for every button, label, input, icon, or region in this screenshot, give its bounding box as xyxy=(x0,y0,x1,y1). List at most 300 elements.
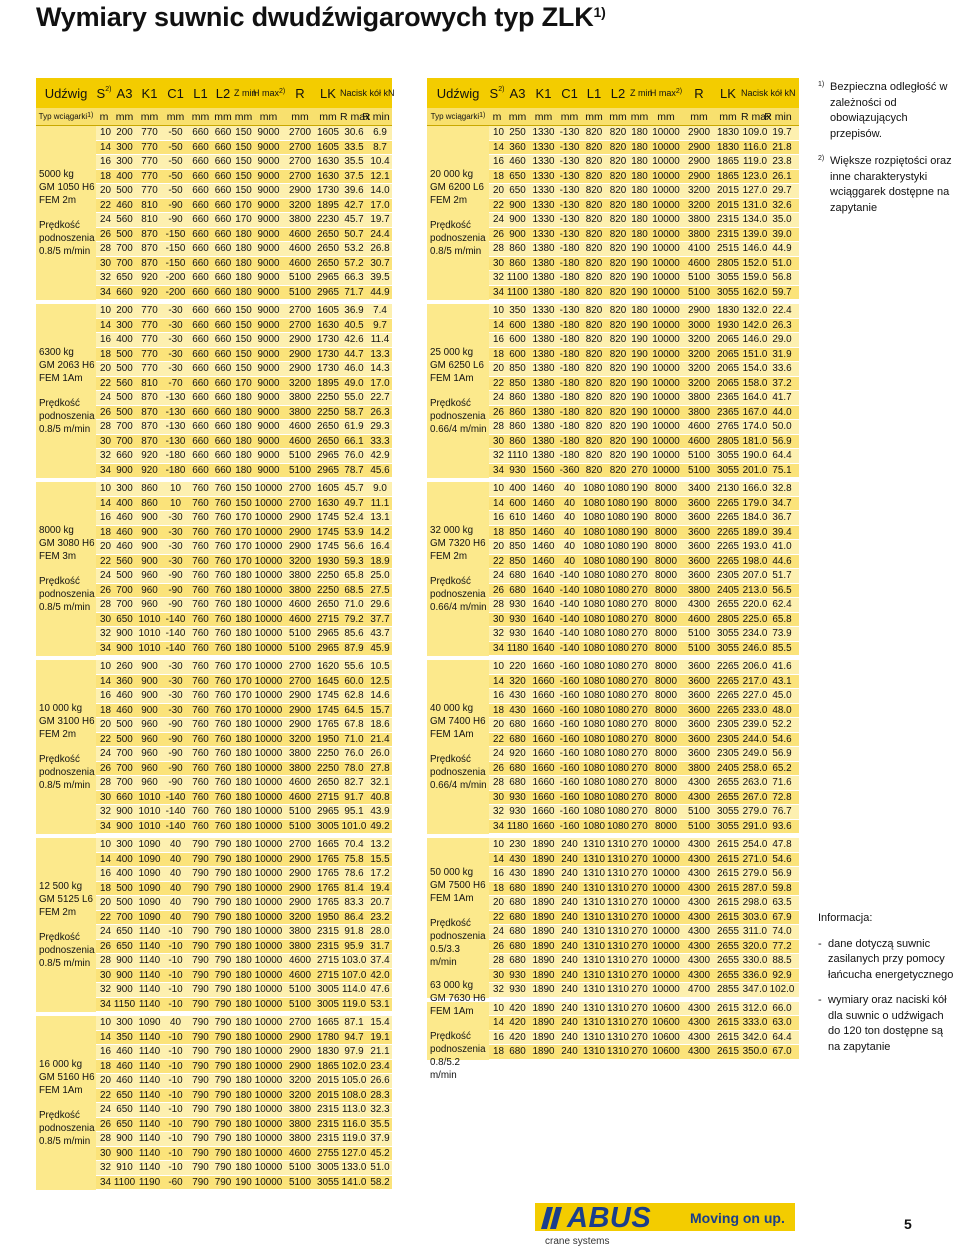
table-cell: 400 xyxy=(116,853,133,865)
table-cell: 2130 xyxy=(717,483,739,495)
table-row xyxy=(489,482,799,497)
table-cell: 2515 xyxy=(717,243,739,255)
table-cell: 10 xyxy=(170,497,181,509)
group-label xyxy=(36,482,96,656)
fem-class: FEM 3m xyxy=(39,551,77,562)
table-cell: 220 xyxy=(509,661,526,673)
table-cell: 14.3 xyxy=(370,363,390,375)
table-cell: 650 xyxy=(116,1089,133,1101)
table-cell: 152.0 xyxy=(742,257,768,269)
table-cell: 1330 xyxy=(532,156,555,168)
column-header xyxy=(683,86,715,101)
table-cell: 26 xyxy=(100,1118,111,1130)
table-cell: 8000 xyxy=(655,512,677,524)
table-cell: 1660 xyxy=(532,762,555,774)
table-cell: 10000 xyxy=(652,911,680,923)
table-cell: 40 xyxy=(170,868,181,880)
table-cell: -130 xyxy=(559,141,580,153)
table-cell: 51.0 xyxy=(370,1162,390,1174)
table-cell: 26.8 xyxy=(370,243,390,255)
table-cell: -160 xyxy=(559,820,580,832)
column-header-label: S xyxy=(96,85,106,101)
table-cell: 66.3 xyxy=(344,272,364,284)
table-cell: 2015 xyxy=(717,185,739,197)
table-cell: -160 xyxy=(559,791,580,803)
table-cell: 1460 xyxy=(532,555,555,567)
table-cell: 2700 xyxy=(289,305,311,317)
table-cell: -140 xyxy=(559,642,580,654)
table-cell: 40 xyxy=(170,882,181,894)
table-row xyxy=(489,271,799,286)
table-cell: 900 xyxy=(141,675,158,687)
table-row xyxy=(96,540,392,555)
table-cell: 650 xyxy=(116,940,133,952)
table-cell: 291.0 xyxy=(742,820,768,832)
table-cell: 22.4 xyxy=(772,305,792,317)
table-cell: 4600 xyxy=(289,257,311,269)
table-cell: 10000 xyxy=(254,1147,283,1159)
table-cell: 650 xyxy=(116,272,133,284)
table-cell: 660 xyxy=(214,272,232,284)
table-cell: 820 xyxy=(609,319,627,331)
table-cell: 10000 xyxy=(254,555,283,567)
table-cell: 2655 xyxy=(717,926,739,938)
table-cell: 1865 xyxy=(717,156,739,168)
table-cell: 820 xyxy=(609,406,627,418)
table-row xyxy=(96,675,392,690)
table-cell: 14 xyxy=(493,675,504,687)
hoist-type: GM 6200 L6 xyxy=(430,182,484,193)
table-cell: 920 xyxy=(141,286,158,298)
table-cell: -90 xyxy=(168,762,183,774)
info-item-1: - dane dotyczą suwnic zasilanych przy pomocy łańcucha energetycznego xyxy=(818,937,954,981)
unit-label xyxy=(649,111,683,123)
table-cell: 460 xyxy=(116,1046,133,1058)
table-cell: 760 xyxy=(214,512,232,524)
table-cell: 40.8 xyxy=(370,791,390,803)
speed-label: Prędkość podnoszenia xyxy=(39,932,95,956)
table-cell: 10600 xyxy=(652,1017,680,1029)
table-cell: 3055 xyxy=(717,450,739,462)
table-cell: 2965 xyxy=(317,450,339,462)
group-label xyxy=(36,304,96,478)
table-cell: 1950 xyxy=(317,911,339,923)
table-row xyxy=(96,155,392,170)
table-cell: 820 xyxy=(609,377,627,389)
table-cell: 1140 xyxy=(138,1060,161,1072)
table-cell: 910 xyxy=(116,1162,133,1174)
footnote-2: 2) Większe rozpiętości oraz inne charakterystyki wciąggarek dostępne na zapytanie xyxy=(818,155,952,214)
table-cell: 8000 xyxy=(655,497,677,509)
table-cell: 5100 xyxy=(289,286,311,298)
table-cell: 40 xyxy=(564,512,575,524)
table-cell: 207.0 xyxy=(742,570,768,582)
table-cell: 9000 xyxy=(257,421,280,433)
table-cell: 28 xyxy=(100,1133,111,1145)
info-heading: Informacja: xyxy=(818,912,873,924)
table-cell: 10000 xyxy=(254,690,283,702)
table-cell: 820 xyxy=(609,272,627,284)
table-cell: 20 xyxy=(493,363,504,375)
table-cell: 10000 xyxy=(254,777,283,789)
table-cell: 164.0 xyxy=(742,392,768,404)
table-cell: 1630 xyxy=(317,319,339,331)
table-row xyxy=(96,126,392,141)
table-cell: 4300 xyxy=(688,911,710,923)
table-row xyxy=(489,406,799,421)
table-cell: 790 xyxy=(214,853,232,865)
table-cell: -10 xyxy=(168,926,183,938)
table-row xyxy=(489,304,799,319)
table-cell: 960 xyxy=(141,748,158,760)
table-cell: 1330 xyxy=(532,141,555,153)
table-cell: 2315 xyxy=(317,1133,339,1145)
table-cell: 40 xyxy=(170,853,181,865)
table-cell: 660 xyxy=(214,156,232,168)
table-cell: 770 xyxy=(141,363,158,375)
table-cell: 190 xyxy=(631,406,648,418)
table-cell: 10000 xyxy=(254,762,283,774)
unit-label-text: mm xyxy=(508,110,527,123)
table-cell: 36.7 xyxy=(772,512,792,524)
table-cell: 37.5 xyxy=(344,170,364,182)
table-cell: 1745 xyxy=(317,526,339,538)
table-cell: 103.0 xyxy=(341,955,367,967)
table-cell: 40 xyxy=(170,911,181,923)
table-cell: 240 xyxy=(561,897,578,909)
table-cell: 26 xyxy=(100,406,111,418)
table-cell: 820 xyxy=(609,243,627,255)
unit-label xyxy=(741,110,772,123)
table-cell: 20 xyxy=(493,185,504,197)
table-cell: 170 xyxy=(235,377,252,389)
table-cell: 180 xyxy=(235,926,252,938)
table-cell: -160 xyxy=(559,661,580,673)
table-cell: 1380 xyxy=(532,243,555,255)
table-cell: 101.0 xyxy=(341,820,367,832)
table-cell: 930 xyxy=(509,984,526,996)
table-cell: 790 xyxy=(214,1162,232,1174)
table-cell: 660 xyxy=(192,450,209,462)
table-cell: 760 xyxy=(192,512,209,524)
table-cell: 180 xyxy=(235,733,252,745)
table-cell: -30 xyxy=(168,334,183,346)
table-cell: 19.1 xyxy=(370,1031,390,1043)
table-cell: 10000 xyxy=(254,806,283,818)
table-cell: 900 xyxy=(509,228,526,240)
table-cell: 1460 xyxy=(532,483,555,495)
table-cell: 32 xyxy=(100,628,111,640)
table-cell: 190 xyxy=(631,512,648,524)
table-cell: 9000 xyxy=(257,464,280,476)
hoist-type: GM 7500 H6 xyxy=(430,880,486,892)
group-label xyxy=(427,980,489,1081)
table-cell: 900 xyxy=(116,464,133,476)
table-cell: 10000 xyxy=(254,483,283,495)
column-header xyxy=(212,86,234,101)
table-row xyxy=(96,420,392,435)
table-cell: 71.6 xyxy=(772,777,792,789)
fem-class: FEM 2m xyxy=(430,195,468,206)
table-cell: 18 xyxy=(100,348,111,360)
table-cell: 10 xyxy=(493,661,504,673)
table-cell: 8000 xyxy=(655,748,677,760)
table-cell: -50 xyxy=(168,156,183,168)
table-cell: 2230 xyxy=(317,214,339,226)
table-cell: 400 xyxy=(509,483,526,495)
table-cell: 360 xyxy=(509,141,526,153)
table-cell: 19.7 xyxy=(370,214,390,226)
table-cell: 2900 xyxy=(688,305,710,317)
table-cell: 870 xyxy=(141,406,158,418)
table-cell: 870 xyxy=(141,421,158,433)
table-cell: 770 xyxy=(141,127,158,139)
table-cell: 32 xyxy=(100,984,111,996)
table-cell: 1080 xyxy=(583,661,605,673)
table-cell: 960 xyxy=(141,570,158,582)
table-cell: 660 xyxy=(214,170,232,182)
table-cell: 2655 xyxy=(717,969,739,981)
table-cell: 790 xyxy=(214,1147,232,1159)
table-cell: 18 xyxy=(493,704,504,716)
table-cell: 5100 xyxy=(289,272,311,284)
table-cell: 900 xyxy=(116,969,133,981)
table-cell: 650 xyxy=(509,170,526,182)
unit-label-text: m xyxy=(492,110,502,123)
table-cell: 1630 xyxy=(317,497,339,509)
table-cell: 900 xyxy=(116,820,133,832)
table-row xyxy=(96,449,392,464)
table-cell: 1080 xyxy=(607,555,629,567)
table-cell: 4600 xyxy=(289,777,311,789)
table-cell: 680 xyxy=(509,733,526,745)
table-row xyxy=(96,598,392,613)
table-cell: 180 xyxy=(631,185,648,197)
table-cell: 1010 xyxy=(138,791,161,803)
table-cell: 660 xyxy=(192,141,209,153)
table-cell: 150 xyxy=(235,334,252,346)
table-cell: 20 xyxy=(493,897,504,909)
table-cell: 64.4 xyxy=(772,1031,792,1043)
table-cell: 65.8 xyxy=(344,570,364,582)
table-row xyxy=(96,1074,392,1089)
table-cell: 190 xyxy=(631,497,648,509)
table-cell: 10000 xyxy=(254,661,283,673)
column-header xyxy=(316,86,340,101)
table-cell: 15.4 xyxy=(370,1017,390,1029)
table-cell: 1330 xyxy=(532,199,555,211)
table-cell: 4300 xyxy=(688,868,710,880)
table-cell: 29.6 xyxy=(370,599,390,611)
unit-label-text: mm xyxy=(291,110,309,123)
table-cell: 333.0 xyxy=(742,1017,768,1029)
table-cell: 1080 xyxy=(607,570,629,582)
unit-label-text: R min xyxy=(362,110,390,123)
table-cell: 30 xyxy=(100,257,111,269)
table-cell: 4600 xyxy=(688,435,710,447)
table-cell: 2965 xyxy=(317,642,339,654)
table-cell: 22 xyxy=(100,1089,111,1101)
table-cell: 700 xyxy=(116,777,133,789)
table-cell: 3800 xyxy=(688,214,710,226)
table-cell: 660 xyxy=(192,319,209,331)
table-cell: 10000 xyxy=(652,272,680,284)
table-cell: 790 xyxy=(192,911,209,923)
table-row xyxy=(489,983,799,998)
table-cell: 2715 xyxy=(317,969,339,981)
table-cell: 760 xyxy=(214,777,232,789)
table-cell: 2305 xyxy=(717,719,739,731)
table-cell: 10000 xyxy=(254,541,283,553)
table-cell: 10.4 xyxy=(370,156,390,168)
table-cell: 680 xyxy=(509,762,526,774)
table-cell: 270 xyxy=(631,690,648,702)
table-cell: 820 xyxy=(609,435,627,447)
table-cell: 10000 xyxy=(254,1075,283,1087)
table-cell: 1140 xyxy=(138,1089,161,1101)
table-cell: 44.6 xyxy=(772,555,792,567)
table-cell: -30 xyxy=(168,348,183,360)
table-row xyxy=(96,747,392,762)
table-header xyxy=(36,78,395,108)
table-cell: 42.7 xyxy=(344,199,364,211)
table-cell: 4300 xyxy=(688,1031,710,1043)
table-cell: 1090 xyxy=(138,868,161,880)
table-cell: 820 xyxy=(585,170,603,182)
table-cell: 180 xyxy=(235,762,252,774)
unit-label-text: Typ wciągarki xyxy=(38,112,88,121)
column-header xyxy=(162,86,189,101)
fem-class: FEM 1Am xyxy=(430,729,474,740)
table-cell: 10000 xyxy=(652,319,680,331)
table-cell: 1895 xyxy=(317,199,339,211)
table-cell: 2015 xyxy=(317,1089,339,1101)
table-cell: 4600 xyxy=(289,599,311,611)
table-row xyxy=(96,271,392,286)
table-cell: 810 xyxy=(141,199,158,211)
table-cell: 4600 xyxy=(289,243,311,255)
table-cell: 790 xyxy=(192,1176,209,1188)
table-cell: -160 xyxy=(559,675,580,687)
table-cell: 10000 xyxy=(254,1046,283,1058)
table-cell: 254.0 xyxy=(742,839,768,851)
table-cell: 1330 xyxy=(532,185,555,197)
table-cell: 180 xyxy=(235,984,252,996)
table-cell: 2315 xyxy=(317,1104,339,1116)
table-cell: 960 xyxy=(141,777,158,789)
table-cell: 56.8 xyxy=(772,272,792,284)
table-cell: 430 xyxy=(509,704,526,716)
table-cell: 790 xyxy=(214,839,232,851)
table-cell: 94.7 xyxy=(344,1031,364,1043)
table-cell: 9000 xyxy=(257,319,280,331)
info-item-2: - wymiary oraz naciski kół dla suwnic o udźwigach do 120 ton dostępne są na zapytanie xyxy=(818,994,947,1053)
column-header-label: LK xyxy=(720,85,736,101)
table-cell: 14 xyxy=(493,1017,504,1029)
table-cell: 1890 xyxy=(532,984,555,996)
table-cell: 9000 xyxy=(257,406,280,418)
table-cell: 5100 xyxy=(289,984,311,996)
table-cell: 141.0 xyxy=(341,1176,367,1188)
table-cell: 16 xyxy=(100,1046,111,1058)
table-cell: 1605 xyxy=(317,305,339,317)
hoist-type: GM 5125 L6 xyxy=(39,894,93,905)
footnote-marker: 2) xyxy=(675,88,683,95)
table-cell: 19.7 xyxy=(772,127,792,139)
table-cell: 2805 xyxy=(717,435,739,447)
table-cell: 32.8 xyxy=(772,483,792,495)
table-cell: -140 xyxy=(165,613,186,625)
table-cell: 2065 xyxy=(717,377,739,389)
table-cell: 180 xyxy=(235,599,252,611)
table-cell: 820 xyxy=(585,392,603,404)
speed-label: Prędkość podnoszenia xyxy=(39,220,95,244)
table-cell: 44.7 xyxy=(344,348,364,360)
table-cell: 3600 xyxy=(688,690,710,702)
table-cell: 2700 xyxy=(289,156,311,168)
table-row xyxy=(489,126,799,141)
table-cell: 190 xyxy=(631,272,648,284)
table-cell: 24 xyxy=(100,570,111,582)
table-cell: 790 xyxy=(192,1089,209,1101)
table-cell: 760 xyxy=(192,661,209,673)
unit-label xyxy=(253,111,284,123)
table-cell: 180 xyxy=(235,628,252,640)
table-cell: 17.0 xyxy=(370,199,390,211)
unit-label xyxy=(360,111,392,123)
table-cell: 20 xyxy=(100,719,111,731)
footnotes xyxy=(818,80,956,228)
table-cell: 680 xyxy=(509,719,526,731)
table-cell: 930 xyxy=(509,613,526,625)
table-cell: 51.0 xyxy=(772,257,792,269)
table-row xyxy=(96,406,392,421)
table-cell: 900 xyxy=(116,628,133,640)
table-cell: 2805 xyxy=(717,257,739,269)
table-cell: 3600 xyxy=(688,526,710,538)
table-cell: 33.5 xyxy=(344,141,364,153)
table-cell: 30 xyxy=(493,613,504,625)
table-cell: 10000 xyxy=(652,228,680,240)
table-cell: 180 xyxy=(631,170,648,182)
table-cell: 1140 xyxy=(138,926,161,938)
table-row xyxy=(489,660,799,675)
table-cell: 10000 xyxy=(254,642,283,654)
table-cell: 14 xyxy=(100,675,111,687)
table-cell: 263.0 xyxy=(742,777,768,789)
table-cell: 36.9 xyxy=(344,305,364,317)
table-row xyxy=(489,1016,799,1031)
table-cell: 180 xyxy=(235,435,252,447)
table-cell: 14 xyxy=(493,141,504,153)
table-cell: 2265 xyxy=(717,526,739,538)
table-cell: 760 xyxy=(214,806,232,818)
table-cell: 2700 xyxy=(289,170,311,182)
fem-class: FEM 2m xyxy=(39,195,77,206)
table-cell: 2315 xyxy=(317,1118,339,1130)
table-cell: 270 xyxy=(631,955,648,967)
table-cell: 270 xyxy=(631,762,648,774)
table-row xyxy=(96,718,392,733)
table-cell: 53.1 xyxy=(370,998,390,1010)
table-cell: 10000 xyxy=(254,940,283,952)
table-cell: 2305 xyxy=(717,570,739,582)
table-cell: 790 xyxy=(192,1118,209,1130)
table-cell: 460 xyxy=(116,526,133,538)
table-cell: 28 xyxy=(493,955,504,967)
table-cell: 3600 xyxy=(688,748,710,760)
unit-label-text: mm xyxy=(140,110,159,123)
